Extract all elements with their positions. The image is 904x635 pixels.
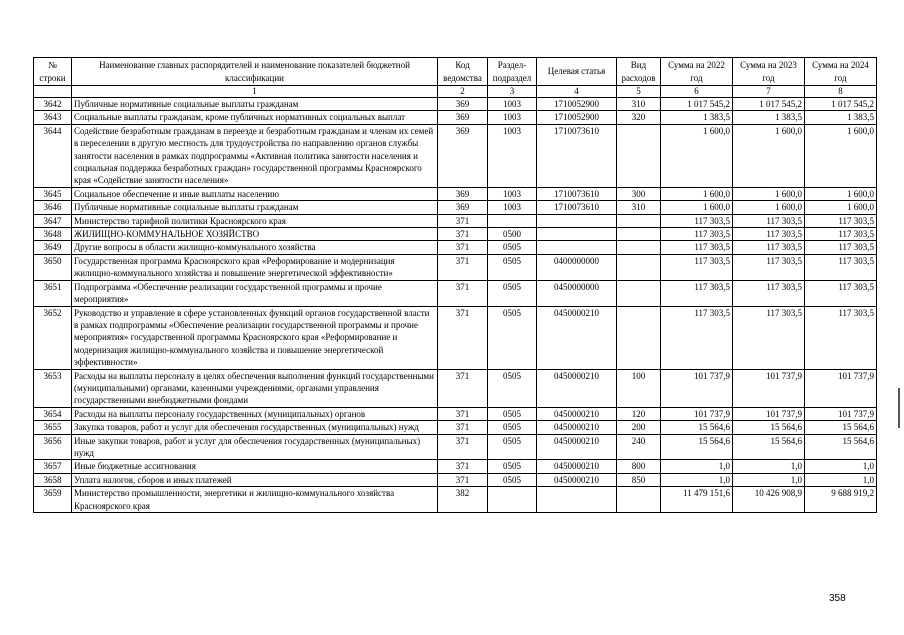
sum-2024-cell: 117 303,5 — [805, 214, 877, 227]
section-cell: 0505 — [488, 241, 537, 254]
sum-2023-cell: 1 600,0 — [733, 124, 805, 187]
header-sum-2024: Сумма на 2024 год — [805, 58, 877, 86]
name-cell: Уплата налогов, сборов и иных платежей — [72, 473, 438, 486]
sum-2023-cell: 15 564,6 — [733, 434, 805, 460]
table-body — [34, 98, 877, 513]
target-article-cell — [537, 487, 617, 513]
table-row — [34, 369, 877, 407]
name-cell: Содействие безработным гражданам в переезде и безработным гражданам и членам их семей в переселении в другую местность для трудоустройства по направлению органов службы занятости населения в рамках подпрограммы «Активная политика занятости населения и социальная поддержка безработных граждан» государственной программы Красноярского края «Содействие занятости населения» — [72, 124, 438, 187]
sum-2024-cell: 1 017 545,2 — [805, 98, 877, 111]
department-code-cell: 382 — [438, 487, 488, 513]
row-number-cell: 3653 — [34, 369, 72, 407]
row-number-cell: 3649 — [34, 241, 72, 254]
table-row — [34, 421, 877, 434]
table-row — [34, 487, 877, 513]
row-number-cell: 3645 — [34, 187, 72, 200]
row-number-cell: 3656 — [34, 434, 72, 460]
row-number-cell: 3650 — [34, 254, 72, 280]
expense-type-cell — [617, 487, 661, 513]
sum-2024-cell: 117 303,5 — [805, 254, 877, 280]
sum-2024-cell: 117 303,5 — [805, 241, 877, 254]
sum-2023-cell: 117 303,5 — [733, 214, 805, 227]
target-article-cell: 0450000210 — [537, 421, 617, 434]
sum-2024-cell: 117 303,5 — [805, 228, 877, 241]
table-row — [34, 214, 877, 227]
table-row — [34, 280, 877, 306]
department-code-cell: 371 — [438, 228, 488, 241]
department-code-cell: 371 — [438, 421, 488, 434]
expense-type-cell: 320 — [617, 111, 661, 124]
table-row — [34, 407, 877, 420]
sum-2024-cell: 1 600,0 — [805, 187, 877, 200]
expense-type-cell: 120 — [617, 407, 661, 420]
section-cell: 1003 — [488, 124, 537, 187]
department-code-cell: 371 — [438, 280, 488, 306]
header-expense-type: Вид расходов — [617, 58, 661, 86]
table-row — [34, 201, 877, 214]
section-cell: 1003 — [488, 98, 537, 111]
expense-type-cell — [617, 280, 661, 306]
department-code-cell: 371 — [438, 214, 488, 227]
section-cell: 1003 — [488, 201, 537, 214]
column-number: 7 — [733, 86, 805, 98]
sum-2022-cell: 11 479 151,6 — [661, 487, 733, 513]
section-cell: 0505 — [488, 434, 537, 460]
sum-2022-cell: 1 600,0 — [661, 187, 733, 200]
sum-2024-cell: 15 564,6 — [805, 421, 877, 434]
sum-2024-cell: 117 303,5 — [805, 306, 877, 369]
sum-2024-cell: 1 383,5 — [805, 111, 877, 124]
section-cell: 0500 — [488, 228, 537, 241]
sum-2022-cell: 1 017 545,2 — [661, 98, 733, 111]
sum-2023-cell: 1,0 — [733, 473, 805, 486]
target-article-cell: 1710073610 — [537, 124, 617, 187]
expense-type-cell — [617, 306, 661, 369]
row-number-cell: 3658 — [34, 473, 72, 486]
department-code-cell: 371 — [438, 369, 488, 407]
department-code-cell: 371 — [438, 254, 488, 280]
department-code-cell: 369 — [438, 111, 488, 124]
sum-2022-cell: 101 737,9 — [661, 369, 733, 407]
sum-2022-cell: 1 383,5 — [661, 111, 733, 124]
sum-2022-cell: 117 303,5 — [661, 280, 733, 306]
budget-table — [33, 57, 877, 513]
sum-2024-cell: 101 737,9 — [805, 407, 877, 420]
department-code-cell: 369 — [438, 98, 488, 111]
department-code-cell: 369 — [438, 201, 488, 214]
name-cell: Закупка товаров, работ и услуг для обеспечения государственных (муниципальных) нужд — [72, 421, 438, 434]
name-cell: Расходы на выплаты персоналу в целях обеспечения выполнения функций государственными (муниципальными) органами, казенными учреждениями, органами управления государственными внебюджетными фондами — [72, 369, 438, 407]
sum-2022-cell: 15 564,6 — [661, 421, 733, 434]
section-cell: 0505 — [488, 369, 537, 407]
expense-type-cell: 310 — [617, 98, 661, 111]
section-cell: 1003 — [488, 111, 537, 124]
sum-2024-cell: 15 564,6 — [805, 434, 877, 460]
section-cell: 0505 — [488, 280, 537, 306]
name-cell: Министерство промышленности, энергетики и жилищно-коммунального хозяйства Красноярского края — [72, 487, 438, 513]
sum-2022-cell: 117 303,5 — [661, 214, 733, 227]
name-cell: Публичные нормативные социальные выплаты гражданам — [72, 201, 438, 214]
target-article-cell — [537, 214, 617, 227]
sum-2023-cell: 117 303,5 — [733, 306, 805, 369]
header-target-article: Целевая статья — [537, 58, 617, 86]
page-number: 358 — [829, 593, 846, 604]
table-row — [34, 473, 877, 486]
header-section: Раздел-подраздел — [488, 58, 537, 86]
section-cell: 0505 — [488, 306, 537, 369]
sum-2023-cell: 10 426 908,9 — [733, 487, 805, 513]
column-number: 1 — [72, 86, 438, 98]
section-cell: 0505 — [488, 254, 537, 280]
department-code-cell: 371 — [438, 306, 488, 369]
expense-type-cell: 200 — [617, 421, 661, 434]
name-cell: Социальное обеспечение и иные выплаты населению — [72, 187, 438, 200]
column-number: 4 — [537, 86, 617, 98]
expense-type-cell — [617, 124, 661, 187]
table-row — [34, 187, 877, 200]
table-row — [34, 124, 877, 187]
column-number: 6 — [661, 86, 733, 98]
name-cell: Социальные выплаты гражданам, кроме публичных нормативных социальных выплат — [72, 111, 438, 124]
sum-2024-cell: 101 737,9 — [805, 369, 877, 407]
name-cell: Иные бюджетные ассигнования — [72, 460, 438, 473]
table-row — [34, 228, 877, 241]
sum-2023-cell: 117 303,5 — [733, 254, 805, 280]
target-article-cell: 0450000000 — [537, 280, 617, 306]
sum-2024-cell: 1 600,0 — [805, 124, 877, 187]
department-code-cell: 371 — [438, 407, 488, 420]
column-number: 8 — [805, 86, 877, 98]
row-number-cell: 3652 — [34, 306, 72, 369]
row-number-cell: 3643 — [34, 111, 72, 124]
sum-2022-cell: 117 303,5 — [661, 228, 733, 241]
row-number-cell: 3647 — [34, 214, 72, 227]
expense-type-cell — [617, 241, 661, 254]
row-number-cell: 3651 — [34, 280, 72, 306]
column-number: 2 — [438, 86, 488, 98]
sum-2022-cell: 1,0 — [661, 460, 733, 473]
row-number-cell: 3654 — [34, 407, 72, 420]
sum-2023-cell: 1 383,5 — [733, 111, 805, 124]
target-article-cell: 0450000210 — [537, 407, 617, 420]
row-number-cell: 3657 — [34, 460, 72, 473]
header-name: Наименование главных распорядителей и наименование показателей бюджетной классификации — [72, 58, 438, 86]
target-article-cell — [537, 241, 617, 254]
section-cell: 0505 — [488, 407, 537, 420]
section-cell: 1003 — [488, 187, 537, 200]
name-cell: ЖИЛИЩНО-КОММУНАЛЬНОЕ ХОЗЯЙСТВО — [72, 228, 438, 241]
name-cell: Руководство и управление в сфере установленных функций органов государственной власти в рамках подпрограммы «Обеспечение реализации государственной программы и прочие мероприятия» государственной программы Красноярского края «Реформирование и модернизация жилищно-коммунального хозяйства и повышение энергетической эффективности» — [72, 306, 438, 369]
name-cell: Публичные нормативные социальные выплаты гражданам — [72, 98, 438, 111]
expense-type-cell — [617, 214, 661, 227]
scan-edge-mark — [898, 388, 900, 428]
expense-type-cell: 850 — [617, 473, 661, 486]
sum-2022-cell: 1,0 — [661, 473, 733, 486]
expense-type-cell: 310 — [617, 201, 661, 214]
sum-2022-cell: 117 303,5 — [661, 306, 733, 369]
sum-2023-cell: 1,0 — [733, 460, 805, 473]
target-article-cell: 0450000210 — [537, 434, 617, 460]
name-cell: Иные закупки товаров, работ и услуг для обеспечения государственных (муниципальных) нужд — [72, 434, 438, 460]
section-cell — [488, 487, 537, 513]
target-article-cell — [537, 228, 617, 241]
target-article-cell: 0450000210 — [537, 369, 617, 407]
sum-2022-cell: 117 303,5 — [661, 254, 733, 280]
sum-2024-cell: 1,0 — [805, 460, 877, 473]
sum-2024-cell: 1 600,0 — [805, 201, 877, 214]
expense-type-cell: 240 — [617, 434, 661, 460]
sum-2022-cell: 1 600,0 — [661, 124, 733, 187]
name-cell: Расходы на выплаты персоналу государственных (муниципальных) органов — [72, 407, 438, 420]
target-article-cell: 0400000000 — [537, 254, 617, 280]
sum-2023-cell: 101 737,9 — [733, 407, 805, 420]
sum-2022-cell: 1 600,0 — [661, 201, 733, 214]
target-article-cell: 1710073610 — [537, 187, 617, 200]
column-number: 5 — [617, 86, 661, 98]
header-department-code: Код ведомства — [438, 58, 488, 86]
table-row — [34, 434, 877, 460]
target-article-cell: 1710052900 — [537, 111, 617, 124]
sum-2023-cell: 117 303,5 — [733, 280, 805, 306]
section-cell: 0505 — [488, 421, 537, 434]
table-row — [34, 254, 877, 280]
name-cell: Другие вопросы в области жилищно-коммунального хозяйства — [72, 241, 438, 254]
name-cell: Подпрограмма «Обеспечение реализации государственной программы и прочие мероприятия» — [72, 280, 438, 306]
table-row — [34, 306, 877, 369]
department-code-cell: 371 — [438, 434, 488, 460]
target-article-cell: 1710073610 — [537, 201, 617, 214]
sum-2024-cell: 9 688 919,2 — [805, 487, 877, 513]
table-row — [34, 111, 877, 124]
sum-2024-cell: 117 303,5 — [805, 280, 877, 306]
sum-2022-cell: 101 737,9 — [661, 407, 733, 420]
sum-2023-cell: 1 600,0 — [733, 201, 805, 214]
expense-type-cell — [617, 228, 661, 241]
target-article-cell: 0450000210 — [537, 473, 617, 486]
expense-type-cell — [617, 254, 661, 280]
column-number: 3 — [488, 86, 537, 98]
section-cell: 0505 — [488, 473, 537, 486]
sum-2023-cell: 117 303,5 — [733, 241, 805, 254]
target-article-cell: 0450000210 — [537, 460, 617, 473]
table-row — [34, 98, 877, 111]
header-sum-2022: Сумма на 2022 год — [661, 58, 733, 86]
sum-2023-cell: 117 303,5 — [733, 228, 805, 241]
row-number-cell: 3648 — [34, 228, 72, 241]
row-number-cell: 3655 — [34, 421, 72, 434]
column-number — [34, 86, 72, 98]
expense-type-cell: 100 — [617, 369, 661, 407]
sum-2023-cell: 15 564,6 — [733, 421, 805, 434]
sum-2023-cell: 101 737,9 — [733, 369, 805, 407]
header-row — [34, 58, 877, 86]
name-cell: Министерство тарифной политики Красноярского края — [72, 214, 438, 227]
section-cell: 0505 — [488, 460, 537, 473]
sum-2024-cell: 1,0 — [805, 473, 877, 486]
sum-2023-cell: 1 017 545,2 — [733, 98, 805, 111]
section-cell — [488, 214, 537, 227]
target-article-cell: 0450000210 — [537, 306, 617, 369]
target-article-cell: 1710052900 — [537, 98, 617, 111]
header-sum-2023: Сумма на 2023 год — [733, 58, 805, 86]
department-code-cell: 371 — [438, 241, 488, 254]
expense-type-cell: 300 — [617, 187, 661, 200]
name-cell: Государственная программа Красноярского края «Реформирование и модернизация жилищно-коммунального хозяйства и повышение энергетической эффективности» — [72, 254, 438, 280]
row-number-cell: 3646 — [34, 201, 72, 214]
sum-2022-cell: 15 564,6 — [661, 434, 733, 460]
row-number-cell: 3644 — [34, 124, 72, 187]
sum-2022-cell: 117 303,5 — [661, 241, 733, 254]
expense-type-cell: 800 — [617, 460, 661, 473]
row-number-cell: 3642 — [34, 98, 72, 111]
sum-2023-cell: 1 600,0 — [733, 187, 805, 200]
department-code-cell: 369 — [438, 124, 488, 187]
department-code-cell: 371 — [438, 460, 488, 473]
table-row — [34, 460, 877, 473]
row-number-cell: 3659 — [34, 487, 72, 513]
column-numbers-row — [34, 86, 877, 98]
table-row — [34, 241, 877, 254]
header-row-number: № строки — [34, 58, 72, 86]
document-page — [33, 57, 876, 513]
department-code-cell: 371 — [438, 473, 488, 486]
department-code-cell: 369 — [438, 187, 488, 200]
